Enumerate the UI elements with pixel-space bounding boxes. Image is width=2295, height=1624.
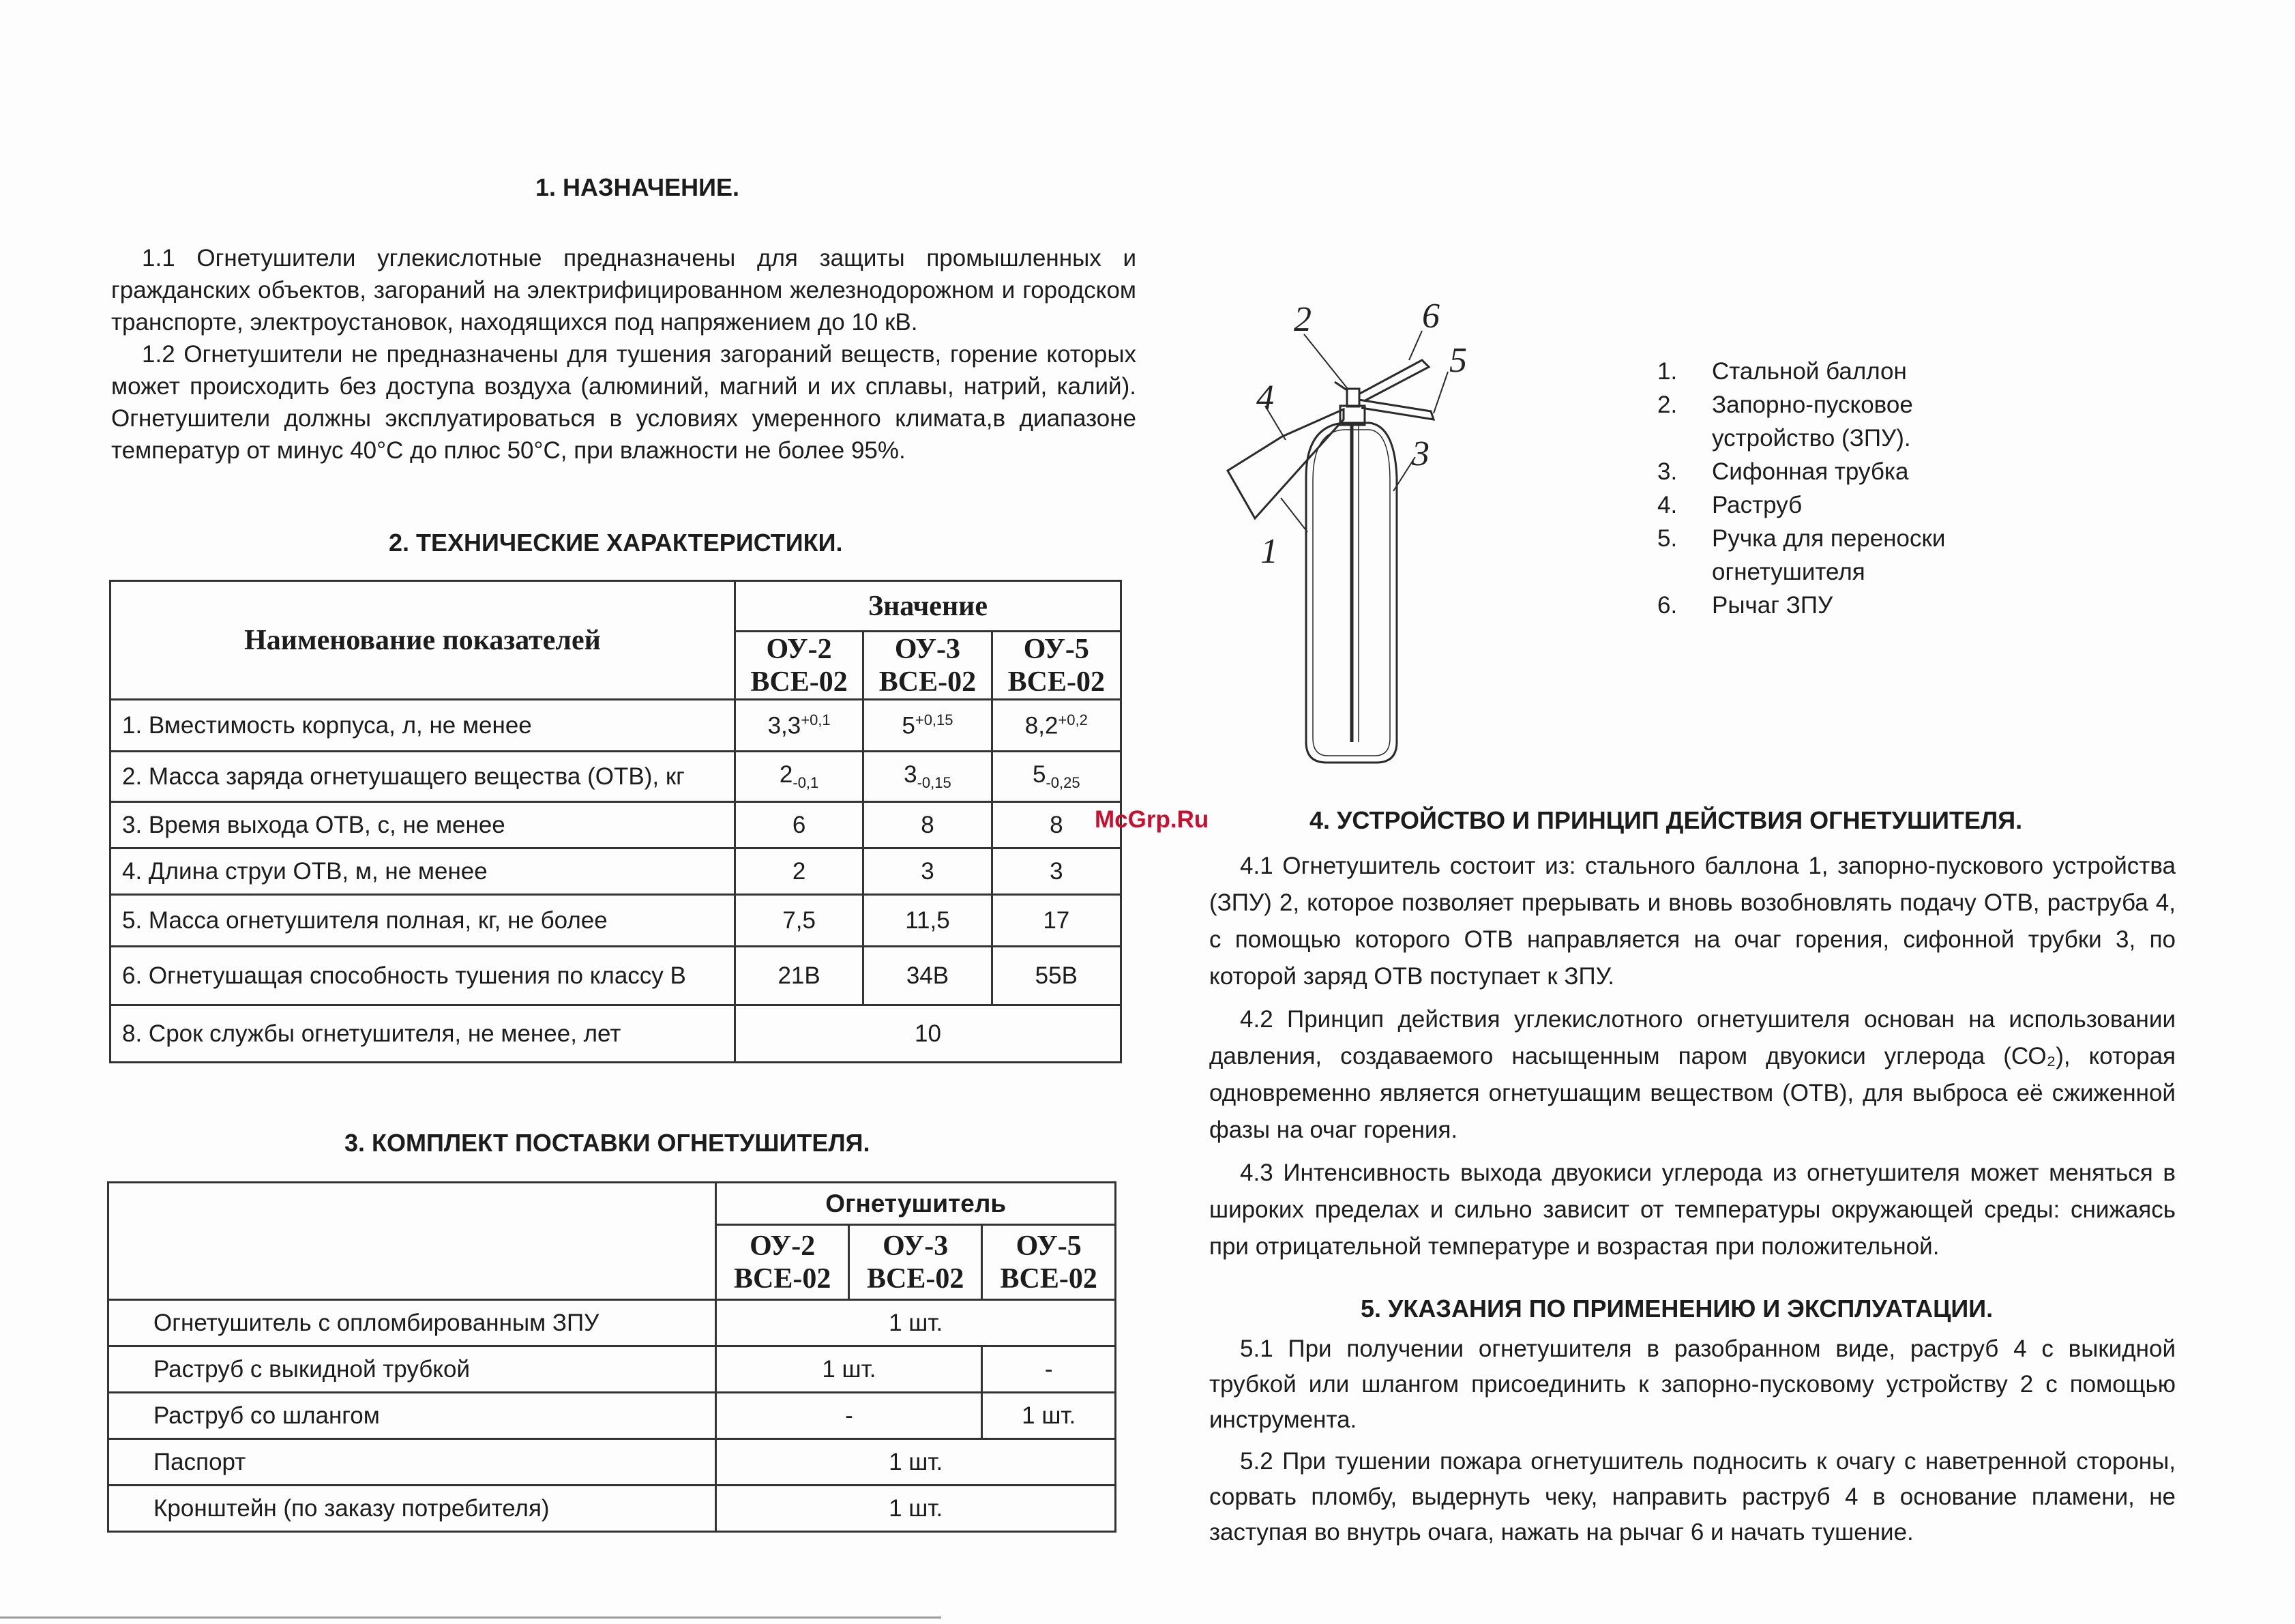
value-cell: 8 (992, 802, 1121, 848)
blank-header-cell (108, 1183, 716, 1300)
section-3-title: 3. КОМПЛЕКТ ПОСТАВКИ ОГНЕТУШИТЕЛЯ. (344, 1129, 870, 1157)
value-cell (735, 752, 863, 802)
paragraph-4-2: 4.2 Принцип действия углекислотного огнетушителя основан на использовании давления, создаваемого насыщенным паром двуокиси углерода (СО₂), которая одновременно является огнетушащим веществом (ОТВ), для выброса её сжиженной фазы на очаг горения. (1209, 1006, 2176, 1143)
value-tolerance: +0,2 (1058, 711, 1088, 728)
value-base: 5 (1033, 761, 1046, 788)
legend-text: Запорно-пусковое (1712, 392, 1913, 418)
value-tolerance: +0,1 (801, 711, 831, 728)
section-4-title: 4. УСТРОЙСТВО И ПРИНЦИП ДЕЙСТВИЯ ОГНЕТУШИТЕЛЯ. (1309, 806, 2023, 834)
row-label: 8. Срок службы огнетушителя, не менее, лет (110, 1005, 735, 1063)
quantity-cell: 1 шт. (716, 1486, 1116, 1532)
delivery-set-table (107, 1181, 1116, 1533)
table-row (108, 1183, 1116, 1225)
value-tolerance: -0,1 (793, 774, 819, 791)
callout-3: 3 (1412, 434, 1430, 473)
legend-number: 5. (1657, 525, 1678, 552)
row-label: Раструб с выкидной трубкой (108, 1346, 716, 1393)
value-cell: 7,5 (735, 895, 863, 947)
callout-5: 5 (1449, 341, 1467, 380)
value-cell: 17 (992, 895, 1121, 947)
value-cell (863, 700, 992, 752)
row-label: 4. Длина струи ОТВ, м, не менее (110, 848, 735, 895)
quantity-cell: 1 шт. (716, 1439, 1116, 1486)
callout-6: 6 (1422, 297, 1440, 336)
row-label: Раструб со шлангом (108, 1393, 716, 1439)
value-base: 8,2 (1024, 712, 1058, 739)
section-4-body (1209, 848, 2176, 1271)
model-header: ОУ-5 ВСЕ-02 (992, 632, 1121, 700)
model-header: ОУ-3 ВСЕ-02 (848, 1225, 982, 1300)
table-row (108, 1300, 1116, 1346)
quantity-cell: 1 шт. (716, 1346, 982, 1393)
row-label: 2. Масса заряда огнетушащего вещества (ОТВ), кг (110, 752, 735, 802)
value-cell (992, 752, 1121, 802)
table-row (110, 895, 1121, 947)
paragraph-4-3: 4.3 Интенсивность выхода двуокиси углерода из огнетушителя может меняться в широких пределах и сильно зависит от температуры окружающей среды: снижаясь при отрицательной температуре и возрастая при положительной. (1209, 1160, 2176, 1260)
callout-4: 4 (1256, 379, 1274, 417)
col-header-name: Наименование показателей (110, 581, 735, 700)
table-row (108, 1439, 1116, 1486)
value-cell: 34В (863, 947, 992, 1005)
row-label: 5. Масса огнетушителя полная, кг, не более (110, 895, 735, 947)
row-label: 1. Вместимость корпуса, л, не менее (110, 700, 735, 752)
value-cell: 11,5 (863, 895, 992, 947)
legend-item (1657, 355, 1945, 388)
legend-item (1657, 522, 1945, 555)
legend-text: Раструб (1712, 492, 1803, 518)
col-header-extinguisher: Огнетушитель (716, 1183, 1116, 1225)
table-row (110, 802, 1121, 848)
legend-item (1657, 422, 1945, 455)
legend-item (1657, 388, 1945, 422)
quantity-cell: 1 шт. (716, 1300, 1116, 1346)
value-cell: 10 (735, 1005, 1121, 1063)
legend-item (1657, 488, 1945, 522)
value-base: 3 (904, 761, 917, 788)
value-cell: 8 (863, 802, 992, 848)
value-tolerance: -0,15 (917, 774, 951, 791)
table-row (108, 1486, 1116, 1532)
row-label: Кронштейн (по заказу потребителя) (108, 1486, 716, 1532)
table-row (110, 700, 1121, 752)
row-label: Огнетушитель с опломбированным ЗПУ (108, 1300, 716, 1346)
value-cell: 55В (992, 947, 1121, 1005)
row-label: 3. Время выхода ОТВ, с, не менее (110, 802, 735, 848)
paragraph-5-2: 5.2 При тушении пожара огнетушитель подносить к очагу с наветренной стороны, сорвать пломбу, выдернуть чеку, направить раструб 4 в основание пламени, не заступая во внутрь очага, нажать на рычаг 6 и начать тушение. (1209, 1448, 2176, 1546)
legend-text: Стальной баллон (1712, 358, 1907, 385)
paragraph-1-2: 1.2 Огнетушители не предназначены для тушения загораний веществ, горение которых может происходить без доступа воздуха (алюминий, магний и их сплавы, натрий, калий). Огнетушители должны эксплуатироваться в условиях умеренного климата,в диапазоне температур от минус 40°С до плюс 50°С, при влажности не более 95%. (111, 341, 1136, 464)
legend-number: 3. (1657, 458, 1678, 485)
callout-1: 1 (1260, 532, 1278, 571)
callout-2: 2 (1294, 300, 1312, 339)
table-row (110, 581, 1121, 632)
value-tolerance: -0,25 (1046, 774, 1080, 791)
legend-text: Рычаг ЗПУ (1712, 592, 1833, 619)
legend-number: 2. (1657, 392, 1678, 418)
model-header: ОУ-3 ВСЕ-02 (863, 632, 992, 700)
value-base: 3,3 (767, 712, 801, 739)
legend-item (1657, 455, 1945, 488)
model-header: ОУ-2 ВСЕ-02 (735, 632, 863, 700)
row-label: Паспорт (108, 1439, 716, 1486)
quantity-cell: 1 шт. (982, 1393, 1116, 1439)
table-row (110, 848, 1121, 895)
section-1-title: 1. НАЗНАЧЕНИЕ. (535, 173, 740, 201)
value-base: 2 (779, 761, 793, 788)
legend-item (1657, 555, 1945, 589)
legend-text: Ручка для переноски (1712, 525, 1946, 552)
legend-item (1657, 589, 1945, 622)
legend-text: Сифонная трубка (1712, 458, 1909, 485)
extinguisher-diagram (1214, 286, 1500, 778)
value-cell (863, 752, 992, 802)
value-cell (992, 700, 1121, 752)
value-cell: 6 (735, 802, 863, 848)
paragraph-4-1: 4.1 Огнетушитель состоит из: стального баллона 1, запорно-пускового устройства (ЗПУ) 2, которое позволяет прерывать и вновь возобновлять подачу ОТВ, раструба 4, с помощью которого ОТВ направляется на очаг горения, сифонной трубки 3, по которой заряд ОТВ поступает к ЗПУ. (1209, 853, 2176, 990)
watermark: McGrp.Ru (1095, 806, 1209, 833)
legend-number: 6. (1657, 592, 1678, 619)
value-cell: 2 (735, 848, 863, 895)
tech-specs-table (109, 580, 1122, 1063)
value-cell: 3 (992, 848, 1121, 895)
table-row (110, 1005, 1121, 1063)
value-tolerance: +0,15 (915, 711, 953, 728)
quantity-cell: - (982, 1346, 1116, 1393)
model-header: ОУ-5 ВСЕ-02 (982, 1225, 1116, 1300)
table-row (108, 1393, 1116, 1439)
diagram-legend (1657, 355, 1945, 622)
value-cell: 3 (863, 848, 992, 895)
legend-text: огнетушителя (1712, 559, 1865, 585)
section-2-title: 2. ТЕХНИЧЕСКИЕ ХАРАКТЕРИСТИКИ. (389, 529, 843, 557)
value-cell: 21В (735, 947, 863, 1005)
value-base: 5 (902, 712, 915, 739)
col-header-value: Значение (735, 581, 1121, 632)
value-cell (735, 700, 863, 752)
page-edge-line (0, 1616, 941, 1619)
section-5-title: 5. УКАЗАНИЯ ПО ПРИМЕНЕНИЮ И ЭКСПЛУАТАЦИИ. (1361, 1295, 1994, 1323)
section-1-body (111, 242, 1136, 467)
table-row (108, 1346, 1116, 1393)
section-5-body (1209, 1331, 2176, 1556)
legend-number: 4. (1657, 492, 1678, 518)
legend-text: устройство (ЗПУ). (1712, 425, 1911, 452)
table-row (110, 752, 1121, 802)
paragraph-1-1: 1.1 Огнетушители углекислотные предназначены для защиты промышленных и гражданских объектов, загораний на электрифицированном железнодорожном и городском транспорте, электроустановок, находящихся под напряжением до 10 кВ. (111, 245, 1136, 336)
legend-number: 1. (1657, 358, 1678, 385)
quantity-cell: - (716, 1393, 982, 1439)
row-label: 6. Огнетушащая способность тушения по классу В (110, 947, 735, 1005)
table-row (110, 947, 1121, 1005)
model-header: ОУ-2 ВСЕ-02 (716, 1225, 849, 1300)
paragraph-5-1: 5.1 При получении огнетушителя в разобранном виде, раструб 4 с выкидной трубкой или шлангом присоединить к запорно-пусковому устройству 2 с помощью инструмента. (1209, 1335, 2176, 1433)
